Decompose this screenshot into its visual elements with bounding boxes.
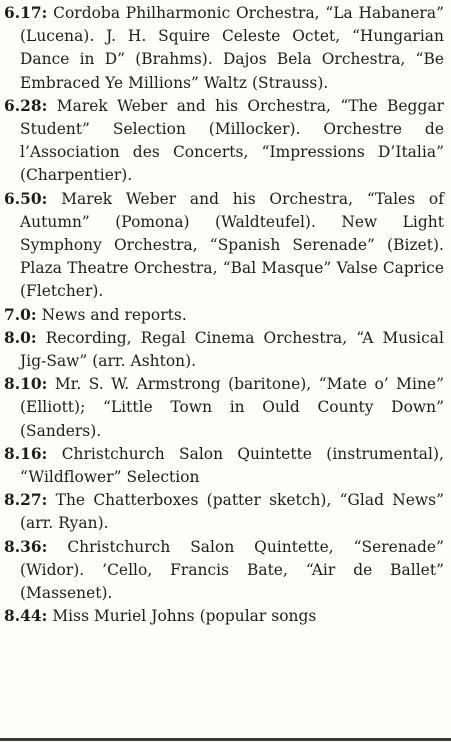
entry-text: Marek Weber and his Orchestra, “The Beggar Student” Selection (Millocker). Orchestre de l’Association des Concerts, “Impressions D’Italia” (Charpentier). xyxy=(20,96,444,185)
entry-time: 8.27: xyxy=(4,491,48,510)
entry-text: Recording, Regal Cinema Orchestra, “A Musical Jig-Saw” (arr. Ashton). xyxy=(20,328,445,371)
programme-entry xyxy=(4,536,444,606)
entry-time: 6.50: xyxy=(4,189,48,208)
entry-time: 8.44: xyxy=(4,607,48,626)
entry-time: 8.10: xyxy=(4,375,48,394)
entry-text: Miss Muriel Johns (popular songs xyxy=(52,607,317,626)
bottom-rule xyxy=(0,738,451,741)
programme-entry xyxy=(4,95,444,188)
programme-entry xyxy=(4,605,444,628)
entry-time: 8.16: xyxy=(4,444,48,463)
entry-text: Mr. S. W. Armstrong (baritone), “Mate o’ Mine” (Elliott); “Little Town in Ould County Down” (Sanders). xyxy=(20,375,444,440)
programme-entry xyxy=(4,2,444,95)
programme-entry xyxy=(4,489,444,535)
entry-text: News and reports. xyxy=(41,305,187,324)
entry-text: Christchurch Salon Quintette (instrumental), “Wildflower” Selection xyxy=(20,444,445,487)
entry-time: 8.36: xyxy=(4,537,48,556)
programme-entry xyxy=(4,188,444,304)
programme-entry xyxy=(4,304,444,327)
radio-programme-column xyxy=(4,2,444,628)
entry-time: 7.0: xyxy=(4,305,37,324)
entry-time: 6.17: xyxy=(4,4,48,22)
entry-text: Cordoba Philharmonic Orchestra, “La Habanera” (Lucena). J. H. Squire Celeste Octet, “Hungarian Dance in D” (Brahms). Dajos Bela Orchestra, “Be Embraced Ye Millions” Waltz (Strauss). xyxy=(20,4,444,92)
entry-time: 6.28: xyxy=(4,96,48,115)
programme-entry xyxy=(4,327,444,373)
programme-entry xyxy=(4,443,444,489)
programme-entry xyxy=(4,373,444,443)
entry-text: Marek Weber and his Orchestra, “Tales of Autumn” (Pomona) (Waldteufel). New Light Symphony Orchestra, “Spanish Serenade” (Bizet). Plaza Theatre Orchestra, “Bal Masque” Valse Caprice (Fletcher). xyxy=(20,189,444,301)
entry-time: 8.0: xyxy=(4,328,37,347)
entry-text: The Chatterboxes (patter sketch), “Glad News” (arr. Ryan). xyxy=(20,491,444,533)
entry-text: Christchurch Salon Quintette, “Serenade” (Widor). ’Cello, Francis Bate, “Air de Ballet” (Massenet). xyxy=(20,537,444,603)
